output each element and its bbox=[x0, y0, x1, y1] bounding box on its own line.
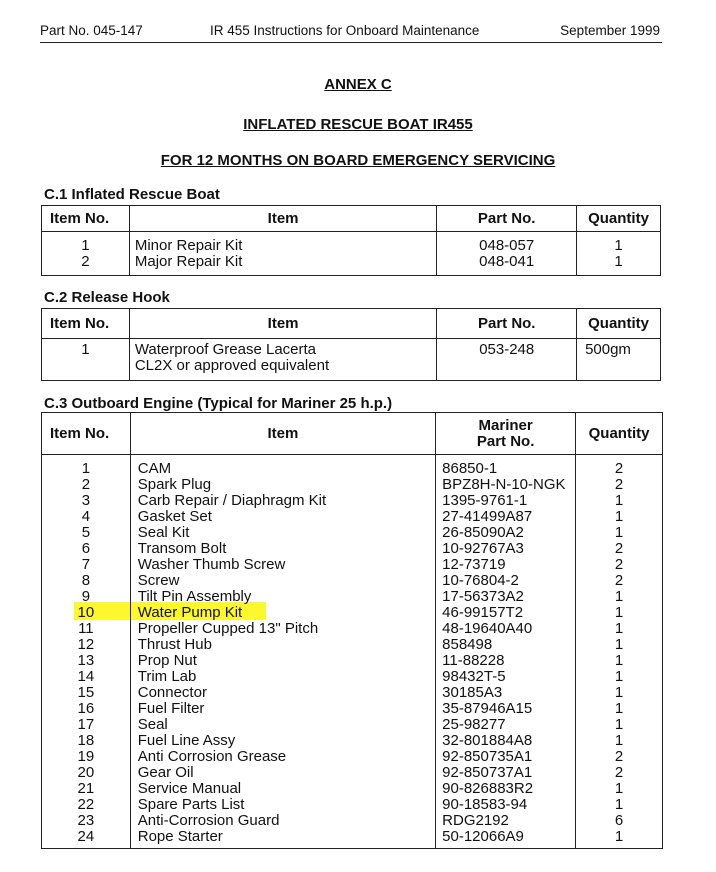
quantity: 1 bbox=[614, 236, 623, 254]
part-no: 30185A3 bbox=[442, 684, 503, 701]
part-no-column bbox=[442, 461, 575, 845]
part-no: 90-18583-94 bbox=[442, 796, 528, 813]
quantity: 1 bbox=[614, 252, 623, 270]
item-no: 12 bbox=[77, 636, 95, 653]
item-name: Propeller Cupped 13" Pitch bbox=[137, 620, 319, 637]
part-no: 1395-9761-1 bbox=[442, 492, 528, 509]
col-header-quantity: Quantity bbox=[576, 413, 663, 455]
part-no: 92-850737A1 bbox=[442, 764, 533, 781]
quantity: 1 bbox=[614, 524, 624, 541]
section-c1-heading: C.1 Inflated Rescue Boat bbox=[44, 186, 220, 203]
item-no: 10 bbox=[77, 604, 95, 621]
quantity: 1 bbox=[614, 684, 624, 701]
quantity: 2 bbox=[614, 572, 624, 589]
item-name: Transom Bolt bbox=[137, 540, 227, 557]
item-name: Anti-Corrosion Guard bbox=[137, 812, 280, 829]
part-no: 32-801884A8 bbox=[442, 732, 533, 749]
item-name: Carb Repair / Diaphragm Kit bbox=[137, 492, 327, 509]
col-header-item-no: Item No. bbox=[42, 206, 130, 232]
quantity: 1 bbox=[614, 716, 624, 733]
quantity: 1 bbox=[614, 620, 624, 637]
col-header-mariner: Mariner bbox=[478, 416, 533, 434]
part-no: 12-73719 bbox=[442, 556, 506, 573]
quantity: 1 bbox=[614, 668, 624, 685]
item-no: 11 bbox=[78, 620, 94, 637]
part-no: 17-56373A2 bbox=[442, 588, 524, 605]
item-no: 16 bbox=[77, 700, 95, 717]
col-header-quantity: Quantity bbox=[577, 206, 661, 232]
quantity: 2 bbox=[614, 764, 624, 781]
part-no: 46-99157T2 bbox=[442, 604, 524, 621]
part-no: 048-041 bbox=[479, 252, 535, 270]
quantity: 1 bbox=[614, 796, 624, 813]
document-date: September 1999 bbox=[560, 23, 660, 38]
item-no: 7 bbox=[81, 556, 91, 573]
item-name: Fuel Line Assy bbox=[137, 732, 236, 749]
item-name: Water Pump Kit bbox=[137, 604, 243, 621]
part-no: RDG2192 bbox=[442, 812, 509, 829]
part-no: 25-98277 bbox=[442, 716, 506, 733]
item-no: 1 bbox=[81, 341, 90, 358]
item-no: 17 bbox=[77, 716, 95, 733]
item-no: 23 bbox=[77, 812, 95, 829]
quantity: 1 bbox=[614, 604, 624, 621]
col-header-item-no: Item No. bbox=[42, 309, 130, 339]
part-number: Part No. 045-147 bbox=[40, 23, 143, 38]
item-no: 22 bbox=[77, 796, 95, 813]
item-name: Service Manual bbox=[137, 780, 242, 797]
item-name: Spare Parts List bbox=[137, 796, 245, 813]
table-c2 bbox=[41, 308, 661, 381]
table-body-row bbox=[42, 455, 663, 849]
part-no: 858498 bbox=[442, 636, 493, 653]
item-no: 24 bbox=[77, 828, 95, 845]
item-no-column bbox=[42, 461, 130, 845]
part-no: 11-88228 bbox=[442, 652, 505, 669]
col-header-quantity: Quantity bbox=[577, 309, 661, 339]
quantity: 2 bbox=[614, 540, 624, 557]
table-c3 bbox=[41, 412, 663, 849]
item-no: 1 bbox=[81, 460, 91, 477]
quantity: 1 bbox=[614, 508, 624, 525]
part-no: 86850-1 bbox=[442, 460, 498, 477]
item-name: Rope Starter bbox=[137, 828, 223, 845]
table-header-row bbox=[42, 206, 661, 232]
item-no: 21 bbox=[77, 780, 95, 797]
item-no: 5 bbox=[81, 524, 91, 541]
table-row bbox=[42, 339, 661, 381]
part-no: BPZ8H-N-10-NGK bbox=[442, 476, 566, 493]
part-no: 048-057 bbox=[479, 236, 535, 254]
col-header-item-no: Item No. bbox=[42, 413, 131, 455]
col-header-part-no: Part No. bbox=[437, 309, 577, 339]
item-no: 20 bbox=[77, 764, 95, 781]
col-header-item: Item bbox=[130, 413, 435, 455]
quantity: 2 bbox=[614, 748, 624, 765]
col-header-part-no: Part No. bbox=[437, 206, 577, 232]
item-no: 3 bbox=[81, 492, 91, 509]
item-name: Spark Plug bbox=[137, 476, 212, 493]
item-no: 14 bbox=[77, 668, 95, 685]
quantity: 500gm bbox=[585, 341, 631, 358]
section-c3-heading: C.3 Outboard Engine (Typical for Mariner 25 h.p.) bbox=[44, 395, 393, 412]
item-no: 18 bbox=[77, 732, 95, 749]
item-no: 6 bbox=[81, 540, 91, 557]
part-no: 10-76804-2 bbox=[442, 572, 519, 589]
item-no: 8 bbox=[81, 572, 91, 589]
item-name: Seal bbox=[137, 716, 168, 733]
item-name: Seal Kit bbox=[137, 524, 190, 541]
item-name: CAM bbox=[137, 460, 172, 477]
item-name: Fuel Filter bbox=[137, 700, 205, 717]
part-no: 48-19640A40 bbox=[442, 620, 533, 637]
purpose-title: FOR 12 MONTHS ON BOARD EMERGENCY SERVICING bbox=[160, 152, 556, 169]
quantity: 1 bbox=[614, 636, 624, 653]
item-name: Minor Repair Kit bbox=[134, 236, 243, 254]
part-no: 98432T-5 bbox=[442, 668, 506, 685]
item-no: 1 bbox=[81, 236, 90, 254]
item-name: Thrust Hub bbox=[137, 636, 212, 653]
part-no: 26-85090A2 bbox=[442, 524, 524, 541]
quantity: 1 bbox=[614, 652, 624, 669]
col-header-part-no: Part No. bbox=[476, 432, 535, 450]
item-name-column bbox=[138, 461, 435, 845]
item-name: Waterproof Grease Lacerta bbox=[134, 341, 317, 358]
item-name: Connector bbox=[137, 684, 207, 701]
table-header-row bbox=[42, 309, 661, 339]
table-row bbox=[42, 232, 661, 276]
quantity-column bbox=[576, 461, 662, 845]
item-name: Tilt Pin Assembly bbox=[137, 588, 252, 605]
quantity: 1 bbox=[614, 732, 624, 749]
part-no: 27-41499A87 bbox=[442, 508, 533, 525]
quantity: 1 bbox=[614, 828, 624, 845]
item-no: 2 bbox=[81, 476, 91, 493]
quantity: 1 bbox=[614, 780, 624, 797]
item-name: Gasket Set bbox=[137, 508, 212, 525]
item-name: Gear Oil bbox=[137, 764, 194, 781]
document-title: IR 455 Instructions for Onboard Maintenance bbox=[210, 23, 480, 38]
part-no: 35-87946A15 bbox=[442, 700, 533, 717]
table-header-row bbox=[42, 413, 663, 455]
part-no: 90-826883R2 bbox=[442, 780, 534, 797]
item-no: 19 bbox=[77, 748, 95, 765]
col-header-item: Item bbox=[129, 206, 436, 232]
item-no: 15 bbox=[77, 684, 95, 701]
part-no: 50-12066A9 bbox=[442, 828, 524, 845]
part-no: 053-248 bbox=[479, 341, 535, 358]
quantity: 2 bbox=[614, 460, 624, 477]
item-no: 2 bbox=[81, 252, 90, 270]
table-c1 bbox=[41, 205, 661, 276]
annex-title: ANNEX C bbox=[324, 76, 392, 93]
item-name: Anti Corrosion Grease bbox=[137, 748, 287, 765]
quantity: 1 bbox=[614, 588, 624, 605]
col-header-item: Item bbox=[129, 309, 437, 339]
item-name: Prop Nut bbox=[137, 652, 197, 669]
page-header bbox=[40, 22, 662, 43]
section-c2-heading: C.2 Release Hook bbox=[44, 289, 170, 306]
part-no: 92-850735A1 bbox=[442, 748, 533, 765]
part-no: 10-92767A3 bbox=[442, 540, 524, 557]
item-name: Washer Thumb Screw bbox=[137, 556, 286, 573]
item-no: 9 bbox=[81, 588, 91, 605]
item-name: Trim Lab bbox=[137, 668, 197, 685]
item-name: Screw bbox=[137, 572, 180, 589]
quantity: 2 bbox=[614, 476, 624, 493]
item-no: 4 bbox=[81, 508, 91, 525]
quantity: 1 bbox=[614, 700, 624, 717]
item-no: 13 bbox=[77, 652, 95, 669]
item-name-continued: CL2X or approved equivalent bbox=[134, 357, 330, 374]
quantity: 2 bbox=[614, 556, 624, 573]
boat-title: INFLATED RESCUE BOAT IR455 bbox=[243, 116, 473, 133]
quantity: 1 bbox=[614, 492, 624, 509]
item-name: Major Repair Kit bbox=[134, 252, 243, 270]
quantity: 6 bbox=[614, 812, 624, 829]
